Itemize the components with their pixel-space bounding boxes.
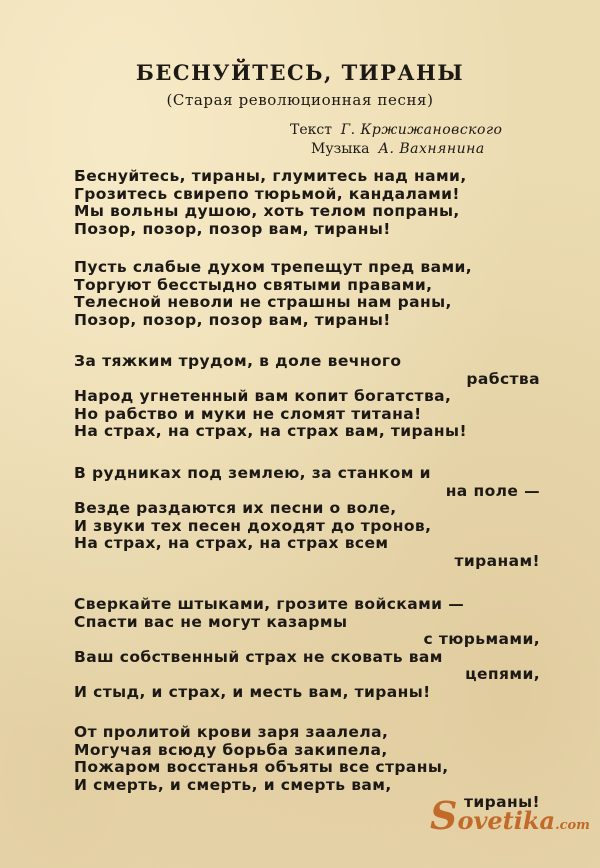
verse-line: И стыд, и страх, и месть вам, тираны! [74,682,431,701]
verse-line: Мы вольны душою, хоть телом попраны, [74,202,460,221]
music-credit [290,140,540,159]
verse-1 [74,168,540,238]
verse-line-continuation: тиранам! [454,551,540,570]
verse-line: Пусть слабые духом трепещут пред вами, [74,258,473,276]
lyrics-author: Г. Кржижановского [340,122,503,138]
verse-line-continuation: цепями, [465,665,540,684]
verse-line: На страх, на страх, на страх вам, тираны! [74,422,467,441]
verse-2 [74,259,540,329]
verse-line: Спасти вас не могут казармы [74,612,348,631]
verse-line: Торгуют бесстыдно святыми правами, [74,275,433,294]
verse-line: Народ угнетенный вам копит богатства, [74,387,452,406]
watermark-text: ovetika [457,806,556,835]
verse-line: За тяжким трудом, в доле вечного [74,352,402,370]
verse-line: Позор, позор, позор вам, тираны! [74,310,391,329]
watermark-initial: S [430,793,458,838]
verse-line-continuation: рабства [466,369,540,388]
verse-6 [74,724,540,812]
verse-4 [74,465,540,571]
lyrics-label: Текст [290,122,332,138]
song-subtitle: (Старая революционная песня) [166,91,434,109]
music-label: Музыка [311,141,370,157]
watermark-domain: .com [555,818,590,833]
verse-3 [74,353,540,441]
verse-line-continuation: тираны! [464,793,540,812]
verse-line: На страх, на страх, на страх всем [74,534,389,553]
song-title: БЕСНУЙТЕСЬ, ТИРАНЫ [135,60,465,85]
sovetika-watermark-logo [430,793,590,840]
verse-line: И смерть, и смерть, и смерть вам, [74,775,392,794]
verse-line: И звуки тех песен доходят до тронов, [74,516,432,535]
verse-line: Грозитесь свирепо тюрьмой, кандалами! [74,184,460,203]
verse-line-continuation: на поле — [445,481,540,500]
lyrics-credit [290,121,540,140]
verse-line-continuation: с тюрьмами, [423,630,540,649]
verse-line: Позор, позор, позор вам, тираны! [74,219,391,238]
verse-line: Ваш собственный страх не сковать вам [74,647,443,666]
verse-5 [74,596,540,702]
verse-line: Беснуйтесь, тираны, глумитесь над нами, [74,167,467,185]
music-author: А. Вахнянина [378,141,485,157]
verse-line: Могучая всюду борьба закипела, [74,740,388,759]
credits [290,121,540,159]
verse-line: Но рабство и муки не сломят титана! [74,404,422,423]
verse-line: От пролитой крови заря заалела, [74,723,389,741]
verse-line: Телесной неволи не страшны нам раны, [74,293,452,312]
verse-line: В рудниках под землею, за станком и [74,464,431,482]
verse-line: Сверкайте штыками, грозите войсками — [74,595,465,613]
verse-line: Везде раздаются их песни о воле, [74,499,397,518]
verse-line: Пожаром восстанья объяты все страны, [74,758,449,777]
